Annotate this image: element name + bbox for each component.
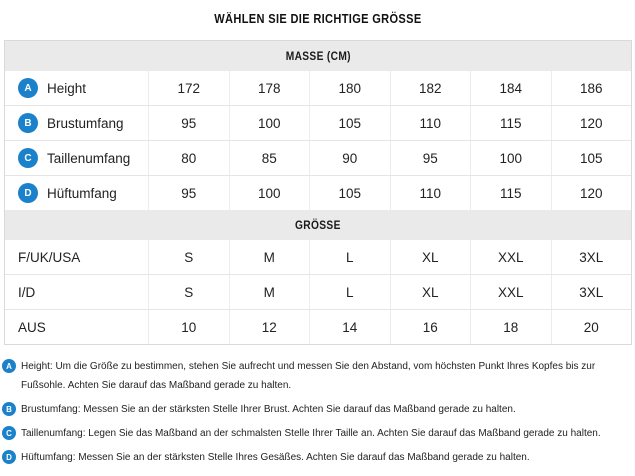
footnote-taillenumfang <box>2 424 633 443</box>
table-cell: S <box>148 275 229 309</box>
table-cell: 10 <box>148 310 229 344</box>
marker-b-icon: B <box>18 113 38 133</box>
table-cell: L <box>309 240 390 274</box>
table-cell: 184 <box>470 71 551 105</box>
marker-a-icon: A <box>2 359 16 373</box>
row-label-cell <box>5 71 148 105</box>
table-cell: 16 <box>390 310 471 344</box>
table-cell: 110 <box>390 106 471 140</box>
table-cell: S <box>148 240 229 274</box>
table-cell: XL <box>390 240 471 274</box>
table-cell: 172 <box>148 71 229 105</box>
footnote-text: Brustumfang: Messen Sie an der stärksten Stelle Ihrer Brust. Achten Sie darauf das Maßband gerade zu halten. <box>21 404 516 415</box>
table-cell: 105 <box>551 141 632 175</box>
section-header-measurements-label: MASSE (CM) <box>285 49 351 63</box>
table-cell: 178 <box>229 71 310 105</box>
table-cell: 186 <box>551 71 632 105</box>
table-cell: 95 <box>390 141 471 175</box>
footnote-text: Height: Um die Größe zu bestimmen, stehen Sie aufrecht und messen Sie den Abstand, vom höchsten Punkt Ihres Kopfes bis zur Fußsohle. Achten Sie darauf das Maßband gerade zu halten. <box>21 361 596 391</box>
table-cell: 12 <box>229 310 310 344</box>
section-header-sizes-label: GRÖSSE <box>295 218 341 232</box>
marker-a-icon: A <box>18 78 38 98</box>
table-cell: 80 <box>148 141 229 175</box>
table-cell: 100 <box>470 141 551 175</box>
footnote-hueftumfang <box>2 448 633 467</box>
table-row-hueftumfang <box>5 175 631 210</box>
table-cell: M <box>229 275 310 309</box>
table-cell: M <box>229 240 310 274</box>
footnote-brustumfang <box>2 400 633 419</box>
table-row-height <box>5 71 631 105</box>
marker-d-icon: D <box>18 183 38 203</box>
table-row-taillenumfang <box>5 140 631 175</box>
marker-c-icon: C <box>2 426 16 440</box>
table-cell: 14 <box>309 310 390 344</box>
row-label: F/UK/USA <box>18 249 81 265</box>
table-cell: 3XL <box>551 275 632 309</box>
table-cell: 95 <box>148 106 229 140</box>
table-cell: 20 <box>551 310 632 344</box>
footnote-height <box>2 357 633 395</box>
marker-b-icon: B <box>2 402 16 416</box>
row-label-cell <box>5 310 148 344</box>
footnote-text: Taillenumfang: Legen Sie das Maßband an der schmalsten Stelle Ihrer Taille an. Achten Sie darauf das Maßband gerade zu halten. <box>21 428 601 439</box>
marker-c-icon: C <box>18 148 38 168</box>
page-title-text: WÄHLEN SIE DIE RICHTIGE GRÖSSE <box>213 10 422 26</box>
table-cell: 100 <box>229 176 310 210</box>
table-cell: 85 <box>229 141 310 175</box>
row-label-cell <box>5 141 148 175</box>
table-cell: 115 <box>470 176 551 210</box>
table-cell: XXL <box>470 240 551 274</box>
row-label: AUS <box>18 319 46 335</box>
table-cell: 120 <box>551 106 632 140</box>
page-title <box>0 0 635 40</box>
table-cell: 115 <box>470 106 551 140</box>
table-cell: 18 <box>470 310 551 344</box>
table-cell: 110 <box>390 176 471 210</box>
table-row-fukusa <box>5 240 631 274</box>
table-cell: 100 <box>229 106 310 140</box>
footnote-text: Hüftumfang: Messen Sie an der stärksten Stelle Ihres Gesäßes. Achten Sie darauf das Maßband gerade zu halten. <box>21 452 530 463</box>
table-cell: XL <box>390 275 471 309</box>
row-label: I/D <box>18 284 36 300</box>
row-label: Brustumfang <box>47 115 124 131</box>
table-row-aus <box>5 309 631 344</box>
row-label-cell <box>5 106 148 140</box>
table-cell: 180 <box>309 71 390 105</box>
row-label-cell <box>5 176 148 210</box>
table-cell: XXL <box>470 275 551 309</box>
row-label: Height <box>47 80 87 96</box>
row-label: Taillenumfang <box>47 150 131 166</box>
size-table <box>4 40 632 345</box>
table-row-brustumfang <box>5 105 631 140</box>
table-cell: 105 <box>309 106 390 140</box>
row-label: Hüftumfang <box>47 185 117 201</box>
row-label-cell <box>5 240 148 274</box>
table-cell: 120 <box>551 176 632 210</box>
table-cell: 105 <box>309 176 390 210</box>
table-cell: 95 <box>148 176 229 210</box>
table-row-id <box>5 274 631 309</box>
row-label-cell <box>5 275 148 309</box>
table-cell: 3XL <box>551 240 632 274</box>
footnotes <box>2 357 633 467</box>
table-cell: L <box>309 275 390 309</box>
table-cell: 182 <box>390 71 471 105</box>
section-header-sizes <box>5 210 631 240</box>
marker-d-icon: D <box>2 450 16 464</box>
table-cell: 90 <box>309 141 390 175</box>
section-header-measurements <box>5 41 631 71</box>
